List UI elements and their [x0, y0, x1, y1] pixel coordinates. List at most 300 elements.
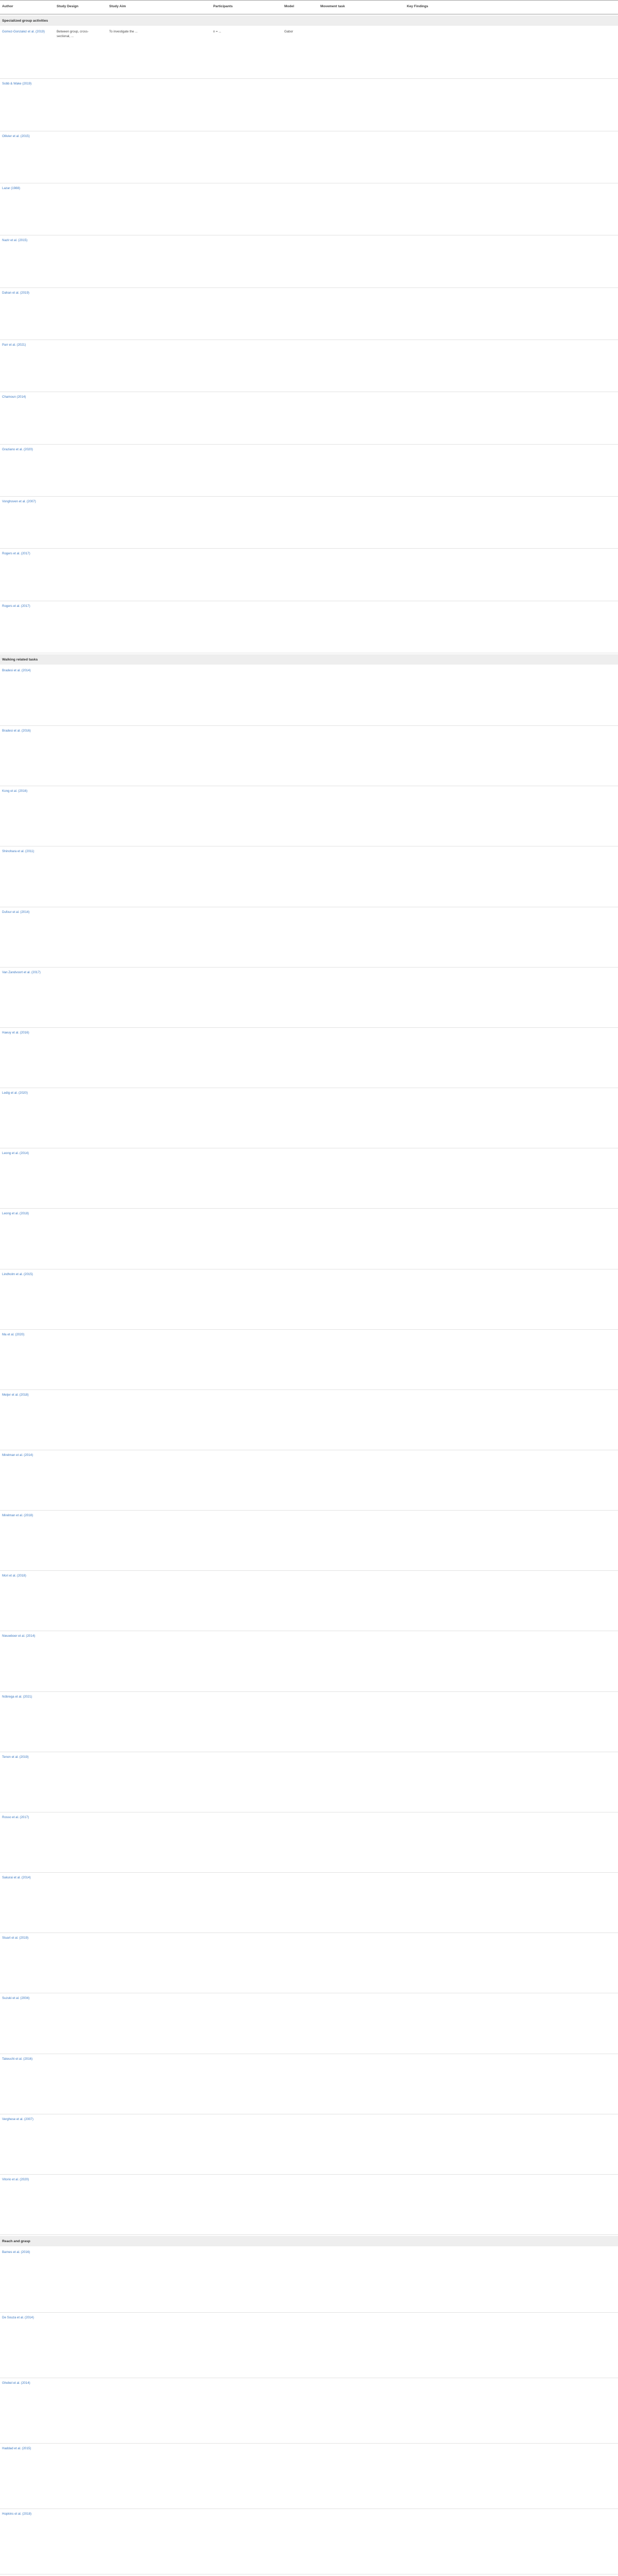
- cell-movement-task: [320, 604, 394, 651]
- cell-author[interactable]: Parr et al. (2021): [2, 343, 26, 347]
- cell-model: [284, 850, 308, 905]
- cell-author[interactable]: Hopkins et al. (2018): [2, 2512, 32, 2516]
- cell-movement-task: [320, 2512, 394, 2572]
- cell-movement-task: [320, 1514, 394, 1569]
- cell-movement-task: [320, 1273, 394, 1328]
- table-row: [0, 846, 618, 907]
- cell-participants: [213, 1996, 275, 2052]
- cell-key-findings: [407, 82, 615, 129]
- cell-model: [284, 971, 308, 1026]
- cell-model: Gabor: [284, 30, 294, 33]
- cell-model: [284, 1091, 308, 1146]
- table-row: [0, 601, 618, 653]
- cell-study-design: [57, 395, 98, 442]
- cell-participants: n = ...: [213, 30, 221, 33]
- cell-study-design: [57, 910, 98, 965]
- cell-study-design: [57, 1031, 98, 1086]
- column-header-participants: Participants: [213, 5, 233, 8]
- cell-study-aim: [109, 500, 202, 547]
- cell-model: [284, 187, 308, 233]
- cell-author[interactable]: Leong et al. (2018): [2, 1212, 29, 1216]
- cell-study-aim: [109, 1212, 202, 1267]
- cell-model: [284, 1514, 308, 1569]
- cell-key-findings: [407, 291, 615, 338]
- cell-movement-task: [320, 910, 394, 965]
- cell-key-findings: [407, 1514, 615, 1569]
- cell-study-design: [57, 1514, 98, 1569]
- cell-key-findings: [407, 1996, 615, 2052]
- cell-key-findings: [407, 2316, 615, 2376]
- cell-author[interactable]: Mirelman et al. (2018): [2, 1514, 33, 1518]
- cell-author[interactable]: Rogers et al. (2017): [2, 552, 30, 556]
- cell-movement-task: [320, 1936, 394, 1991]
- cell-author[interactable]: Suzuki et al. (2004): [2, 1996, 30, 2001]
- table-row: [0, 549, 618, 601]
- cell-key-findings: [407, 187, 615, 233]
- cell-model: [284, 910, 308, 965]
- cell-model: [284, 1936, 308, 1991]
- cell-key-findings: [407, 971, 615, 1026]
- cell-participants: [213, 604, 275, 651]
- cell-model: [284, 2178, 308, 2233]
- cell-participants: [213, 239, 275, 285]
- cell-movement-task: [320, 239, 394, 285]
- section-header: [0, 2236, 618, 2246]
- cell-study-aim: [109, 910, 202, 965]
- cell-study-design: [57, 500, 98, 547]
- cell-study-design: [57, 1996, 98, 2052]
- cell-model: [284, 669, 308, 724]
- cell-author[interactable]: Meijer et al. (2018): [2, 1393, 29, 1397]
- cell-key-findings: [407, 1695, 615, 1750]
- cell-study-aim: [109, 1996, 202, 2052]
- cell-author[interactable]: Verghese et al. (2007): [2, 2117, 33, 2121]
- cell-model: [284, 1574, 308, 1629]
- column-header-model: Model: [284, 5, 295, 8]
- cell-model: [284, 1876, 308, 1931]
- cell-movement-task: [320, 1031, 394, 1086]
- cell-study-design: [57, 239, 98, 285]
- table-row: [0, 340, 618, 392]
- cell-participants: [213, 2381, 275, 2442]
- cell-movement-task: [320, 134, 394, 181]
- cell-movement-task: [320, 2447, 394, 2507]
- cell-study-aim: [109, 395, 202, 442]
- table-row: [0, 1450, 618, 1511]
- cell-participants: [213, 2057, 275, 2112]
- table-row: [0, 2444, 618, 2509]
- cell-key-findings: [407, 343, 615, 390]
- cell-participants: [213, 1273, 275, 1328]
- cell-movement-task: [320, 850, 394, 905]
- cell-key-findings: [407, 1091, 615, 1146]
- cell-study-design: [57, 1634, 98, 1689]
- cell-author[interactable]: Nazir et al. (2015): [2, 239, 28, 243]
- cell-movement-task: [320, 1634, 394, 1689]
- cell-study-aim: [109, 1936, 202, 1991]
- cell-author[interactable]: Dahan et al. (2019): [2, 291, 29, 295]
- table-row: [0, 907, 618, 968]
- cell-movement-task: [320, 395, 394, 442]
- cell-model: [284, 789, 308, 844]
- cell-movement-task: [320, 291, 394, 338]
- table-row: [0, 2509, 618, 2574]
- cell-study-design: [57, 291, 98, 338]
- cell-study-aim: [109, 2512, 202, 2572]
- cell-study-design: [57, 2381, 98, 2442]
- cell-study-aim: [109, 2178, 202, 2233]
- cell-study-design: [57, 1212, 98, 1267]
- table-row: [0, 1511, 618, 1571]
- cell-participants: [213, 789, 275, 844]
- cell-study-aim: [109, 82, 202, 129]
- table-row: [0, 79, 618, 131]
- cell-movement-task: [320, 343, 394, 390]
- cell-participants: [213, 82, 275, 129]
- table-row: [0, 1993, 618, 2054]
- table-row: [0, 1269, 618, 1330]
- cell-participants: [213, 1936, 275, 1991]
- cell-key-findings: [407, 1393, 615, 1448]
- cell-model: [284, 2250, 308, 2311]
- table-row: [0, 235, 618, 287]
- cell-study-aim: [109, 239, 202, 285]
- cell-author[interactable]: Stuart et al. (2019): [2, 1936, 29, 1940]
- cell-author[interactable]: Van Zandvoort et al. (2017): [2, 970, 41, 974]
- cell-study-design: [57, 1151, 98, 1207]
- cell-movement-task: [320, 1816, 394, 1871]
- table-row: [0, 1330, 618, 1390]
- cell-movement-task: [320, 2316, 394, 2376]
- cell-participants: [213, 729, 275, 784]
- cell-participants: [213, 1634, 275, 1689]
- cell-study-aim: To investigate the ...: [109, 30, 138, 33]
- cell-participants: [213, 2512, 275, 2572]
- cell-study-design: [57, 187, 98, 233]
- cell-author[interactable]: Dufour et al. (2014): [2, 910, 30, 914]
- cell-study-design: [57, 2512, 98, 2572]
- cell-key-findings: [407, 395, 615, 442]
- cell-key-findings: [407, 910, 615, 965]
- cell-participants: [213, 2447, 275, 2507]
- cell-participants: [213, 1453, 275, 1509]
- cell-study-aim: [109, 1273, 202, 1328]
- cell-movement-task: [320, 1333, 394, 1388]
- cell-participants: [213, 1574, 275, 1629]
- cell-study-design: [57, 971, 98, 1026]
- cell-author[interactable]: Vonghoven et al. (2007): [2, 500, 36, 503]
- cell-model: [284, 82, 308, 129]
- cell-author[interactable]: Rosso et al. (2017): [2, 1815, 29, 1819]
- cell-study-design: [57, 1695, 98, 1750]
- cell-key-findings: [407, 669, 615, 724]
- cell-key-findings: [407, 2117, 615, 2173]
- table-row: [0, 27, 618, 79]
- cell-model: [284, 291, 308, 338]
- cell-author[interactable]: Chamoun (2014): [2, 395, 26, 399]
- cell-study-design: [57, 1936, 98, 1991]
- cell-model: [284, 1695, 308, 1750]
- cell-movement-task: [320, 448, 394, 495]
- cell-model: [284, 1816, 308, 1871]
- table-row: [0, 2054, 618, 2114]
- cell-study-aim: [109, 1574, 202, 1629]
- table-row: [0, 288, 618, 340]
- cell-author[interactable]: Sobb & Wake (2019): [2, 82, 32, 86]
- cell-model: [284, 1031, 308, 1086]
- cell-model: [284, 1151, 308, 1207]
- table-row: [0, 1933, 618, 1993]
- table-row: [0, 497, 618, 549]
- table-row: [0, 2247, 618, 2313]
- cell-author[interactable]: Mirelman et al. (2014): [2, 1453, 33, 1457]
- cell-movement-task: [320, 1755, 394, 1810]
- cell-participants: [213, 850, 275, 905]
- cell-author[interactable]: Mori et al. (2018): [2, 1574, 26, 1578]
- cell-author[interactable]: Haeuy et al. (2016): [2, 1030, 29, 1035]
- cell-study-design: [57, 552, 98, 599]
- cell-key-findings: [407, 1273, 615, 1328]
- cell-participants: [213, 2117, 275, 2173]
- cell-study-aim: [109, 1816, 202, 1871]
- cell-author[interactable]: Nóbrega et al. (2021): [2, 1694, 32, 1699]
- cell-key-findings: [407, 1453, 615, 1509]
- cell-study-design: [57, 134, 98, 181]
- cell-study-design: [57, 850, 98, 905]
- cell-study-aim: [109, 2057, 202, 2112]
- cell-participants: [213, 669, 275, 724]
- cell-participants: [213, 1514, 275, 1569]
- cell-study-design: [57, 2447, 98, 2507]
- cell-key-findings: [407, 1212, 615, 1267]
- table-row: [0, 183, 618, 235]
- table-row: [0, 1752, 618, 1812]
- cell-participants: [213, 187, 275, 233]
- cell-author[interactable]: De Souza et al. (2014): [2, 2315, 34, 2319]
- cell-participants: [213, 1212, 275, 1267]
- cell-study-design: [57, 1574, 98, 1629]
- cell-study-aim: [109, 1453, 202, 1509]
- cell-author[interactable]: Haddad et al. (2015): [2, 2446, 31, 2450]
- section-header: [0, 15, 618, 26]
- cell-participants: [213, 2316, 275, 2376]
- table-row: [0, 1390, 618, 1450]
- cell-model: [284, 2512, 308, 2572]
- cell-study-design: Between group, cross-sectional, ...: [57, 30, 89, 38]
- cell-key-findings: [407, 2447, 615, 2507]
- cell-author[interactable]: Kong et al. (2016): [2, 789, 28, 793]
- cell-participants: [213, 343, 275, 390]
- cell-participants: [213, 1333, 275, 1388]
- cell-key-findings: [407, 448, 615, 495]
- cell-author[interactable]: Shinohara et al. (2011): [2, 850, 35, 854]
- cell-movement-task: [320, 2250, 394, 2311]
- cell-movement-task: [320, 2057, 394, 2112]
- cell-participants: [213, 1393, 275, 1448]
- table-header: [0, 0, 618, 14]
- table-row: [0, 1571, 618, 1631]
- cell-author[interactable]: Sakurai et al. (2014): [2, 1876, 31, 1880]
- cell-movement-task: [320, 669, 394, 724]
- column-header-key-findings: Key Findings: [407, 5, 428, 8]
- cell-model: [284, 1212, 308, 1267]
- cell-model: [284, 448, 308, 495]
- cell-key-findings: [407, 789, 615, 844]
- cell-model: [284, 604, 308, 651]
- cell-study-aim: [109, 669, 202, 724]
- cell-model: [284, 1453, 308, 1509]
- cell-study-aim: [109, 604, 202, 651]
- table-row: [0, 968, 618, 1028]
- cell-model: [284, 1333, 308, 1388]
- table-row: [0, 1812, 618, 1873]
- cell-author[interactable]: Graziano et al. (2020): [2, 447, 33, 451]
- cell-movement-task: [320, 500, 394, 547]
- cell-study-aim: [109, 2381, 202, 2442]
- cell-study-design: [57, 2178, 98, 2233]
- cell-model: [284, 1996, 308, 2052]
- cell-study-design: [57, 729, 98, 784]
- cell-model: [284, 343, 308, 390]
- cell-participants: [213, 448, 275, 495]
- cell-study-aim: [109, 1634, 202, 1689]
- cell-study-aim: [109, 850, 202, 905]
- cell-author[interactable]: Nieuwboer et al. (2014): [2, 1634, 36, 1638]
- cell-model: [284, 395, 308, 442]
- cell-author[interactable]: Ghebel et al. (2014): [2, 2381, 30, 2385]
- cell-participants: [213, 552, 275, 599]
- cell-movement-task: [320, 2178, 394, 2233]
- cell-study-aim: [109, 2117, 202, 2173]
- cell-study-aim: [109, 291, 202, 338]
- cell-key-findings: [407, 604, 615, 651]
- cell-study-aim: [109, 448, 202, 495]
- cell-movement-task: [320, 1151, 394, 1207]
- cell-study-aim: [109, 1031, 202, 1086]
- cell-participants: [213, 1031, 275, 1086]
- cell-author[interactable]: Rogers et al. (2017): [2, 604, 30, 608]
- cell-study-design: [57, 2250, 98, 2311]
- cell-key-findings: [407, 30, 615, 77]
- cell-model: [284, 1393, 308, 1448]
- cell-movement-task: [320, 1393, 394, 1448]
- column-header-study-aim: Study Aim: [109, 5, 126, 8]
- cell-model: [284, 552, 308, 599]
- table-row: [0, 726, 618, 786]
- cell-study-design: [57, 1453, 98, 1509]
- cell-study-aim: [109, 187, 202, 233]
- cell-study-aim: [109, 971, 202, 1026]
- cell-author[interactable]: Lazar (1988): [2, 187, 21, 190]
- cell-key-findings: [407, 552, 615, 599]
- cell-participants: [213, 1816, 275, 1871]
- cell-key-findings: [407, 1936, 615, 1991]
- table-row: [0, 666, 618, 726]
- section-title: Reach and grasp: [2, 2240, 30, 2243]
- cell-study-design: [57, 1333, 98, 1388]
- cell-movement-task: [320, 1574, 394, 1629]
- table-row: [0, 786, 618, 846]
- cell-participants: [213, 1755, 275, 1810]
- cell-key-findings: [407, 2178, 615, 2233]
- cell-key-findings: [407, 1333, 615, 1388]
- cell-key-findings: [407, 850, 615, 905]
- cell-author[interactable]: Ollivier et al. (2015): [2, 134, 30, 138]
- section-title: Specialized group activities: [2, 19, 48, 23]
- cell-study-design: [57, 2117, 98, 2173]
- cell-participants: [213, 2250, 275, 2311]
- table-row: [0, 2114, 618, 2175]
- column-header-author: Author: [2, 5, 13, 8]
- cell-author[interactable]: Leong et al. (2014): [2, 1151, 29, 1156]
- cell-participants: [213, 134, 275, 181]
- cell-author[interactable]: Vitorio et al. (2020): [2, 2177, 29, 2181]
- cell-study-aim: [109, 2250, 202, 2311]
- cell-study-aim: [109, 134, 202, 181]
- column-header-movement-task: Movement task: [320, 5, 345, 8]
- cell-author[interactable]: Takeuchi et al. (2016): [2, 2057, 33, 2061]
- cell-study-aim: [109, 1876, 202, 1931]
- cell-author[interactable]: Tenon et al. (2019): [2, 1755, 29, 1759]
- cell-key-findings: [407, 1634, 615, 1689]
- cell-author[interactable]: Lindholm et al. (2015): [2, 1272, 33, 1276]
- cell-study-design: [57, 669, 98, 724]
- cell-study-design: [57, 1876, 98, 1931]
- table-row: [0, 1028, 618, 1088]
- cell-movement-task: [320, 82, 394, 129]
- table-row: [0, 131, 618, 183]
- cell-author[interactable]: Bradesi et al. (2016): [2, 729, 31, 733]
- cell-study-design: [57, 1091, 98, 1146]
- cell-key-findings: [407, 1816, 615, 1871]
- cell-author[interactable]: Gomez-Gonzalez et al. (2019): [2, 30, 45, 33]
- cell-movement-task: [320, 2381, 394, 2442]
- cell-model: [284, 1634, 308, 1689]
- table-row: [0, 1873, 618, 1933]
- cell-author[interactable]: Bradesi et al. (2014): [2, 669, 31, 672]
- cell-study-aim: [109, 2316, 202, 2376]
- cell-movement-task: [320, 552, 394, 599]
- table-row: [0, 1148, 618, 1209]
- cell-movement-task: [320, 2117, 394, 2173]
- cell-study-design: [57, 448, 98, 495]
- cell-participants: [213, 1091, 275, 1146]
- cell-participants: [213, 910, 275, 965]
- cell-movement-task: [320, 1695, 394, 1750]
- cell-author[interactable]: Ma et al. (2020): [2, 1332, 25, 1336]
- cell-author[interactable]: Ledig et al. (2020): [2, 1091, 28, 1095]
- cell-movement-task: [320, 1996, 394, 2052]
- cell-key-findings: [407, 1755, 615, 1810]
- cell-key-findings: [407, 2057, 615, 2112]
- cell-study-design: [57, 82, 98, 129]
- cell-study-design: [57, 2057, 98, 2112]
- cell-key-findings: [407, 239, 615, 285]
- cell-key-findings: [407, 134, 615, 181]
- cell-movement-task: [320, 789, 394, 844]
- cell-key-findings: [407, 1151, 615, 1207]
- cell-study-aim: [109, 1514, 202, 1569]
- cell-participants: [213, 971, 275, 1026]
- cell-movement-task: [320, 1091, 394, 1146]
- cell-study-design: [57, 604, 98, 651]
- cell-study-aim: [109, 2447, 202, 2507]
- cell-study-aim: [109, 343, 202, 390]
- cell-key-findings: [407, 500, 615, 547]
- cell-participants: [213, 1151, 275, 1207]
- cell-author[interactable]: Barnes et al. (2016): [2, 2250, 30, 2254]
- cell-model: [284, 2117, 308, 2173]
